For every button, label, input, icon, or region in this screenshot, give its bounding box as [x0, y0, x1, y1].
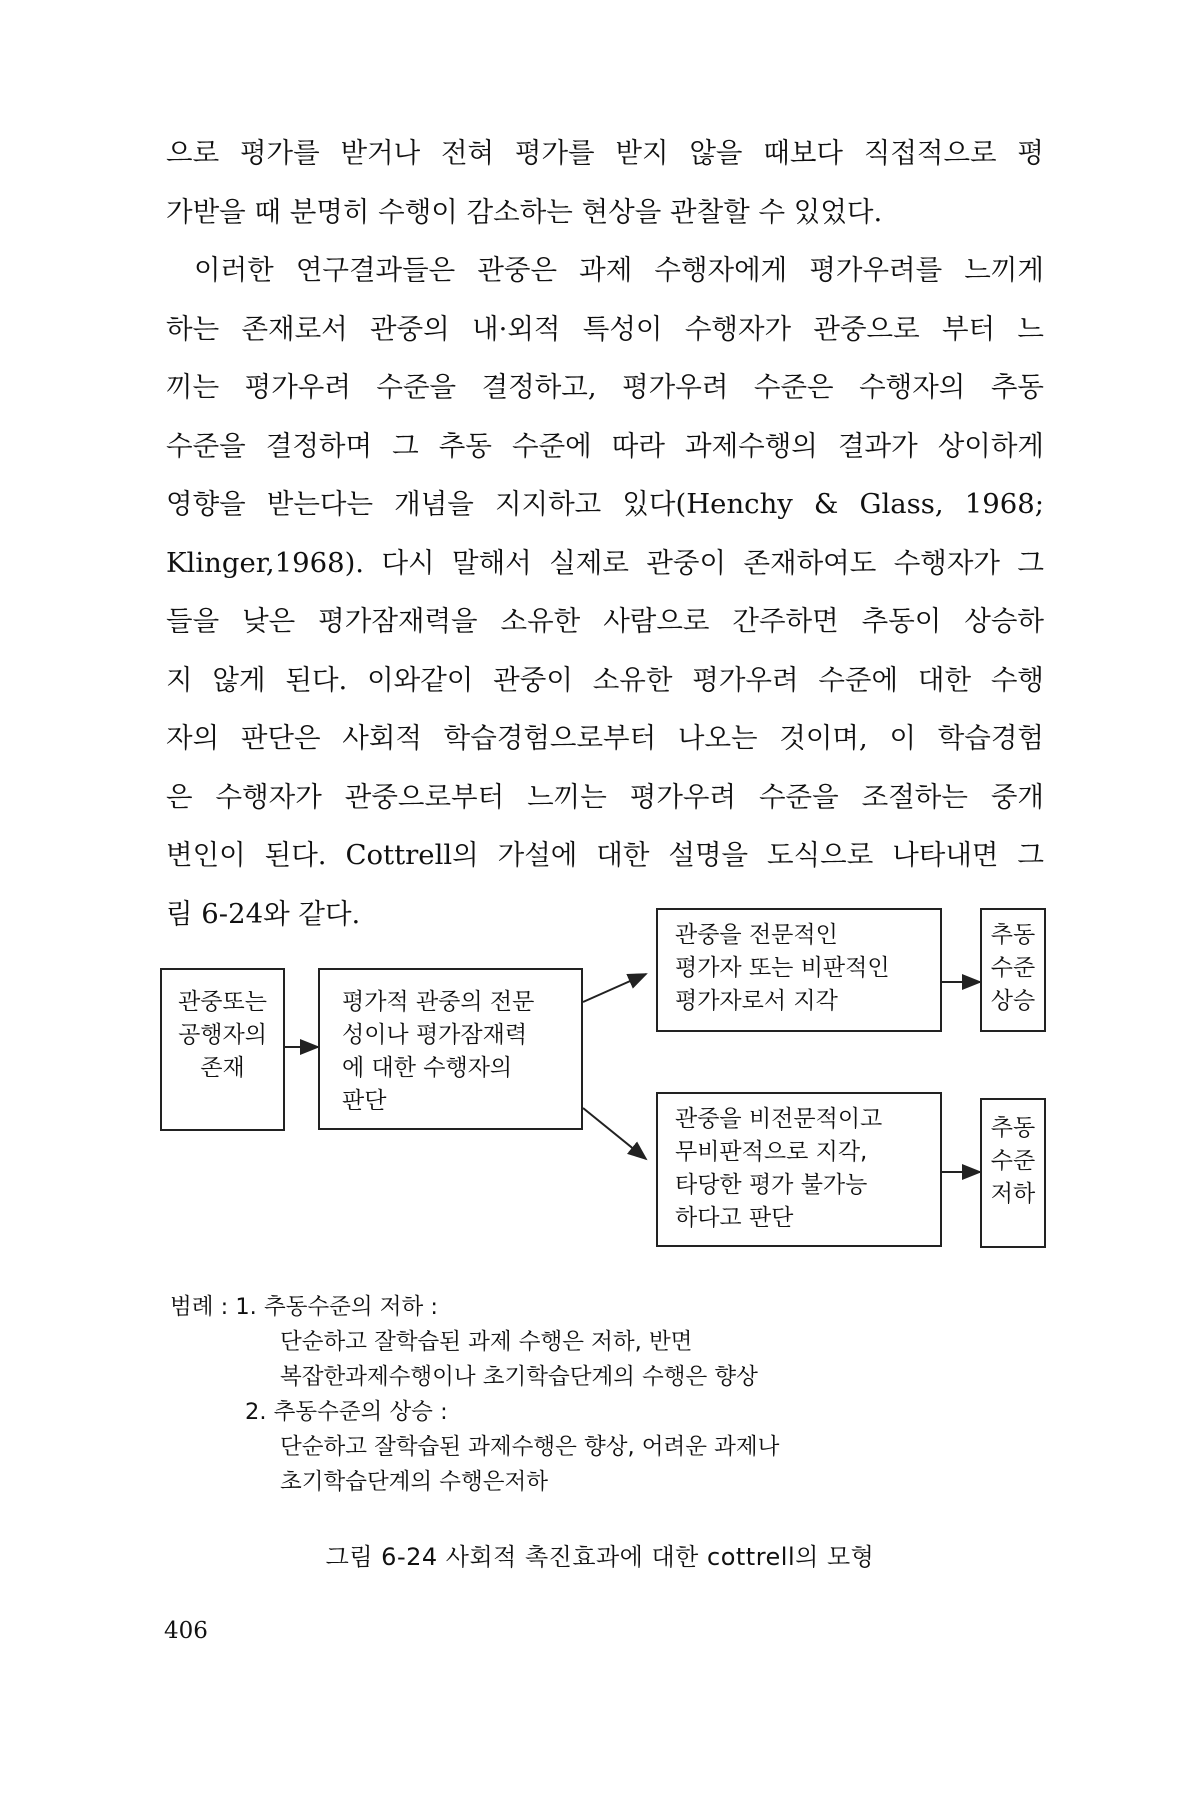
legend-item2-title: 2. 추동수준의 상승 :: [245, 1399, 448, 1425]
box-line: 관중을 비전문적이고: [675, 1106, 883, 1132]
body-line: 으로 평가를 받거나 전혀 평가를 받지 않을 때보다 직접적으로 평: [166, 137, 1044, 169]
box-line: 추동: [990, 1115, 1036, 1141]
body-line: 은 수행자가 관중으로부터 느끼는 평가우려 수준을 조절하는 중개: [166, 780, 1044, 813]
legend-label: 범례 : 1. 추동수준의 저하 :: [170, 1294, 439, 1320]
body-line: 지 않게 된다. 이와같이 관중이 소유한 평가우려 수준에 대한 수행: [166, 663, 1044, 696]
body-line: Klinger,1968). 다시 말해서 실제로 관중이 존재하여도 수행자가 그: [166, 546, 1044, 579]
box-audience-presence: [160, 968, 285, 1131]
box-line: 성이나 평가잠재력: [342, 1022, 528, 1048]
box-drive-level-up: [980, 908, 1046, 1032]
legend-line: 단순하고 잘학습된 과제수행은 향상, 어려운 과제나: [280, 1434, 780, 1460]
box-performer-judgment: [318, 968, 583, 1130]
body-line: 이러한 연구결과들은 관중은 과제 수행자에게 평가우려를 느끼게: [194, 254, 1044, 286]
legend-line: 단순하고 잘학습된 과제 수행은 저하, 반면: [280, 1329, 693, 1355]
arrow-judgment-to-nonexpert: [583, 1108, 646, 1159]
arrow-judgment-to-expert: [583, 974, 646, 1002]
page-number: 406: [164, 1618, 208, 1644]
box-line: 에 대한 수행자의: [342, 1055, 513, 1081]
body-line: 가받을 때 분명히 수행이 감소하는 현상을 관찰할 수 있었다.: [166, 195, 883, 228]
box-drive-level-down: [980, 1098, 1046, 1248]
box-expert-perception: [656, 908, 942, 1032]
box-line: 타당한 평가 불가능: [675, 1172, 868, 1198]
box-line: 평가자로서 지각: [675, 988, 838, 1014]
figure-caption: 그림 6-24 사회적 촉진효과에 대한 cottrell의 모형: [325, 1543, 875, 1571]
box-line: 존재: [200, 1055, 245, 1081]
box-line: 평가자 또는 비판적인: [675, 955, 890, 981]
body-line: 들을 낮은 평가잠재력을 소유한 사람으로 간주하면 추동이 상승하: [166, 605, 1044, 637]
box-line: 공행자의: [178, 1022, 267, 1048]
body-line: 하는 존재로서 관중의 내·외적 특성이 수행자가 관중으로 부터 느: [166, 312, 1044, 345]
body-line: 자의 판단은 사회적 학습경험으로부터 나오는 것이며, 이 학습경험: [166, 722, 1044, 754]
box-line: 상승: [990, 988, 1036, 1014]
box-line: 추동: [990, 922, 1036, 948]
box-line: 관중또는: [178, 989, 267, 1015]
body-line: 림 6-24와 같다.: [166, 897, 361, 930]
diagram-legend: [170, 1290, 1070, 1500]
body-line: 변인이 된다. Cottrell의 가설에 대한 설명을 도식으로 나타내면 그: [166, 839, 1044, 871]
legend-line: 복잡한과제수행이나 초기학습단계의 수행은 향상: [280, 1364, 758, 1390]
box-line: 저하: [990, 1181, 1036, 1207]
box-line: 수준: [990, 955, 1036, 981]
box-line: 관중을 전문적인: [675, 922, 838, 948]
box-line: 판단: [342, 1088, 387, 1114]
box-nonexpert-perception: [656, 1092, 942, 1247]
box-line: 무비판적으로 지각,: [675, 1139, 868, 1165]
legend-line: 초기학습단계의 수행은저하: [280, 1469, 548, 1495]
box-line: 하다고 판단: [675, 1205, 794, 1231]
body-line: 수준을 결정하며 그 추동 수준에 따라 과제수행의 결과가 상이하게: [166, 429, 1044, 462]
body-line: 끼는 평가우려 수준을 결정하고, 평가우려 수준은 수행자의 추동: [166, 371, 1044, 403]
box-line: 수준: [990, 1148, 1036, 1174]
body-line: 영향을 받는다는 개념을 지지하고 있다(Henchy & Glass, 1968;: [166, 488, 1044, 520]
box-line: 평가적 관중의 전문: [342, 989, 535, 1015]
